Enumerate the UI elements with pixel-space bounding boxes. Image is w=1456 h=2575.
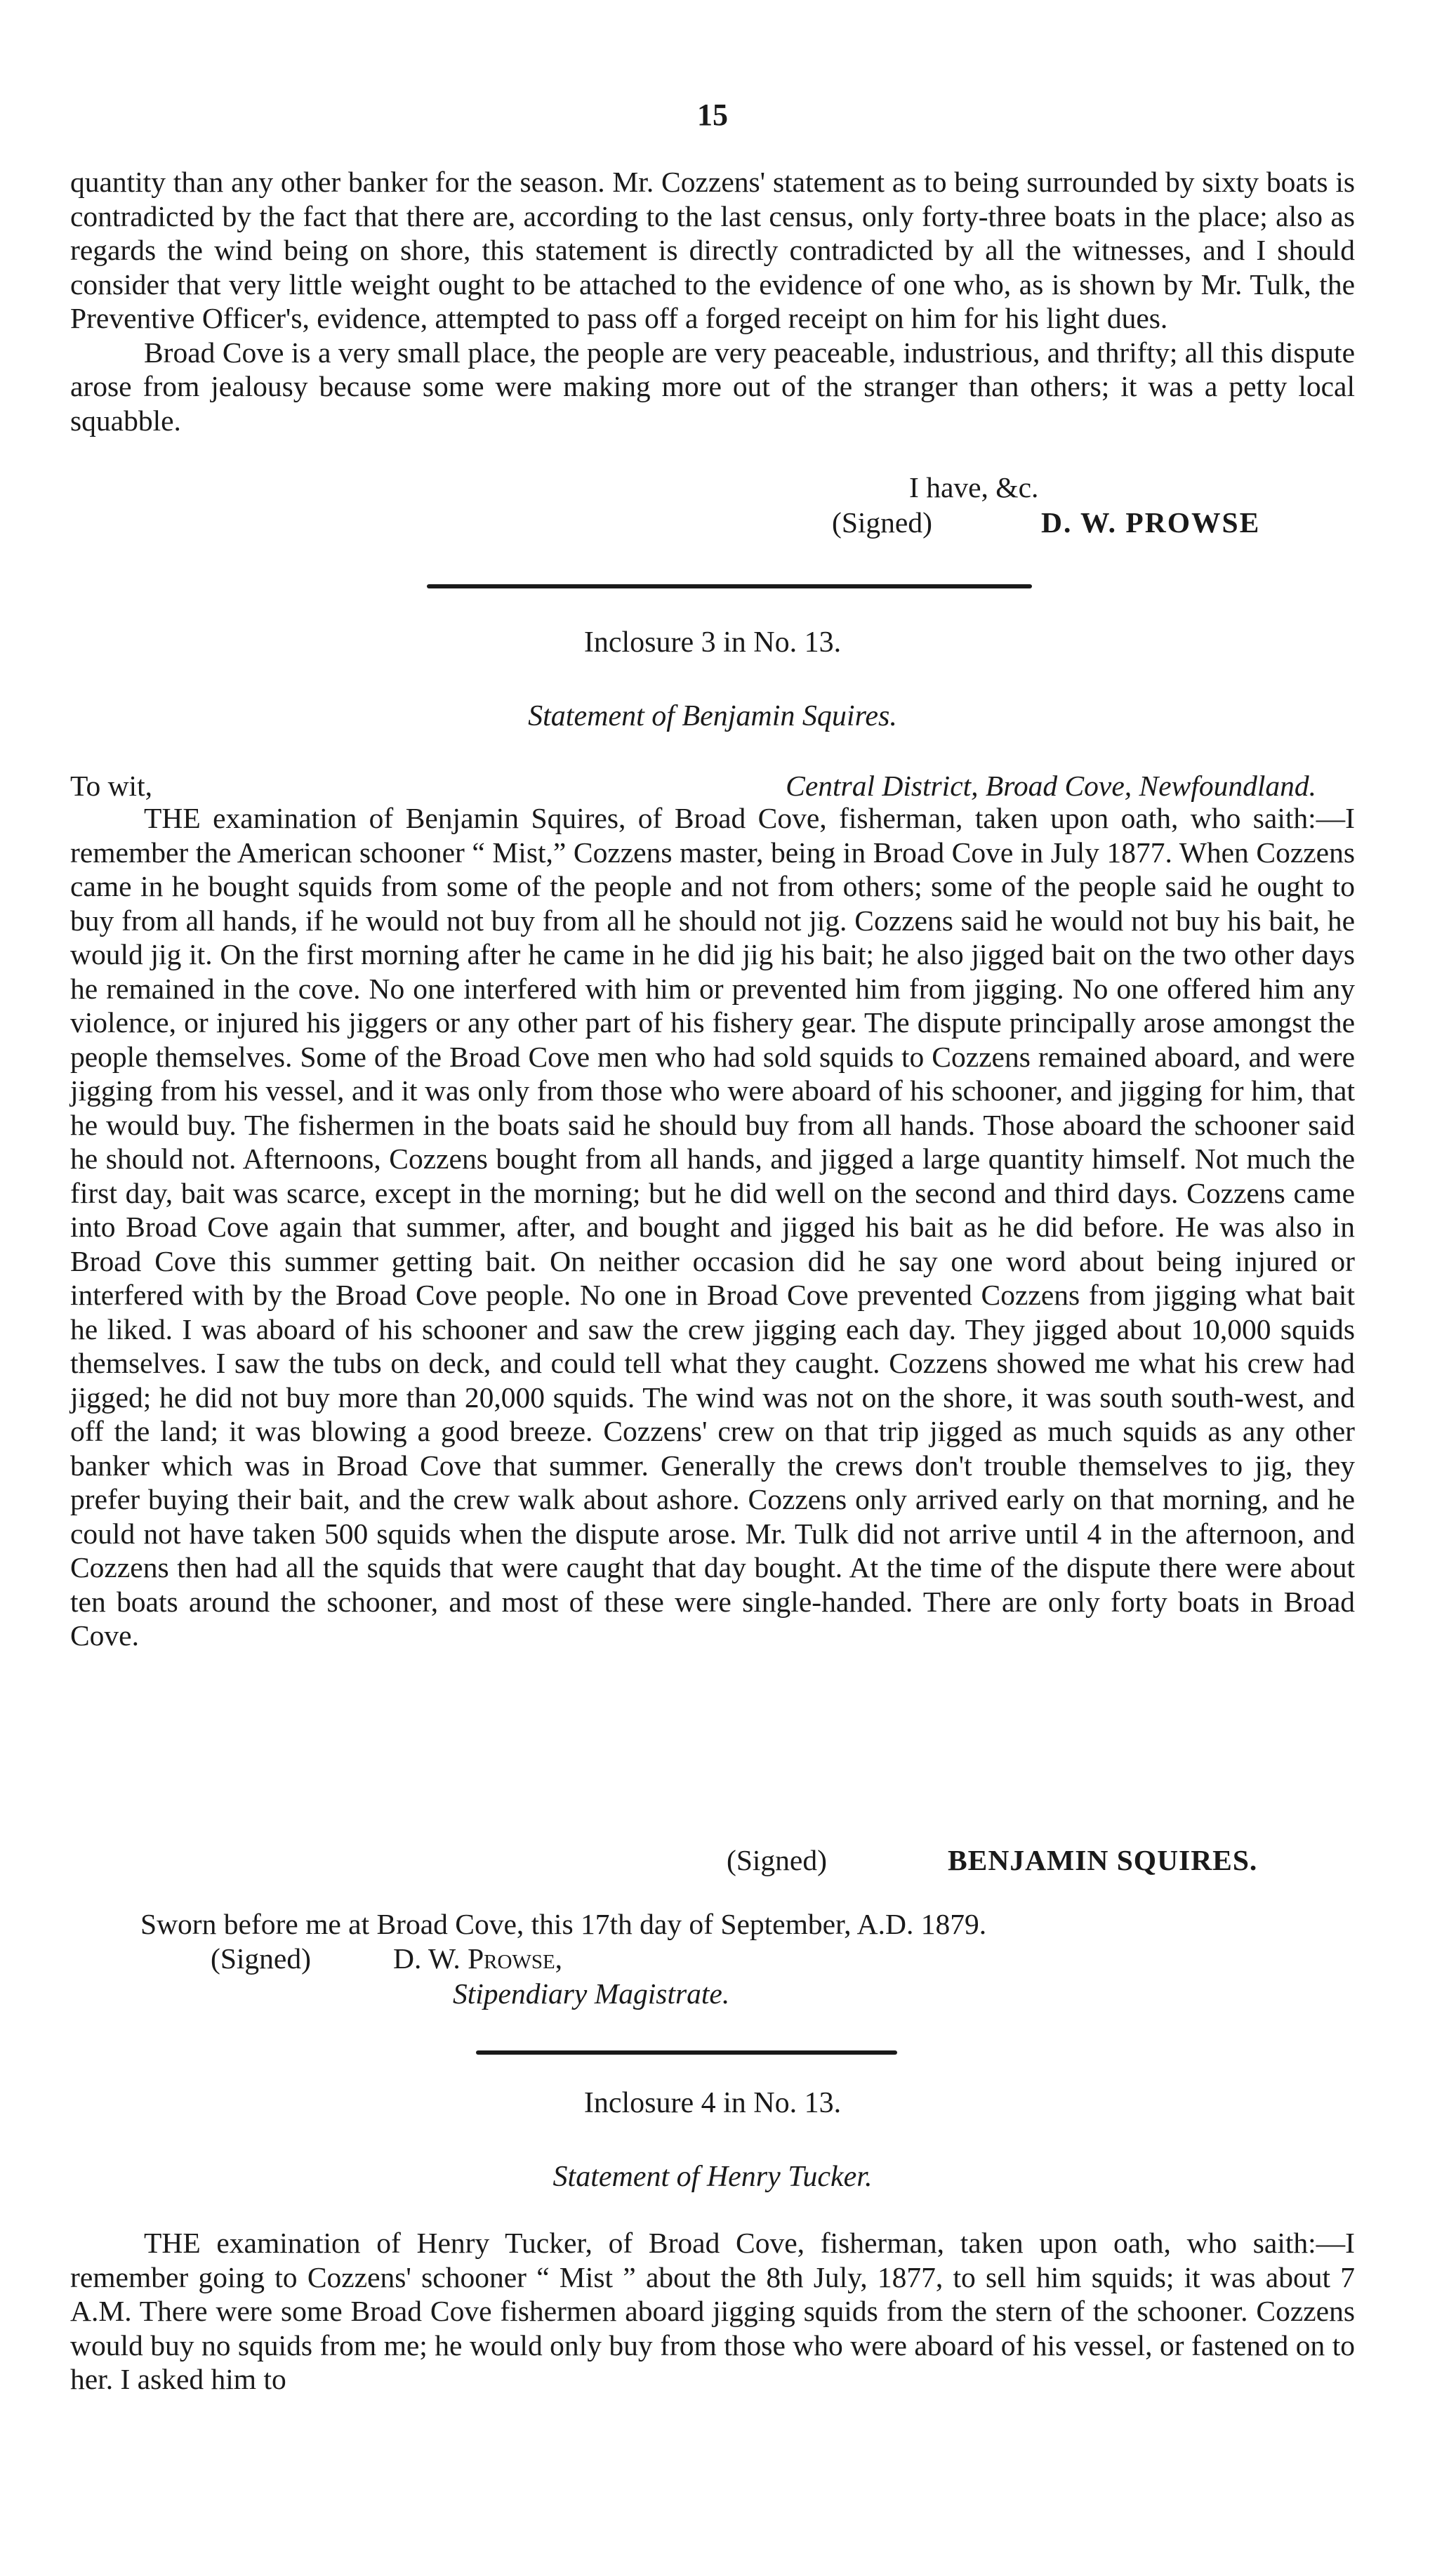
page-number: 15	[697, 98, 728, 132]
signed-label: (Signed)	[832, 506, 932, 539]
signature: D. W. PROWSE	[1041, 506, 1261, 539]
magistrate-name: D. W. Prowse,	[393, 1942, 563, 1975]
signed-label: (Signed)	[727, 1844, 827, 1876]
to-wit-label: To wit,	[70, 770, 152, 802]
signed-label: (Signed)	[211, 1942, 311, 1975]
sworn-statement: Sworn before me at Broad Cove, this 17th day of September, A.D. 1879.	[140, 1908, 987, 1940]
signature: BENJAMIN SQUIRES.	[948, 1844, 1258, 1876]
statement-body	[70, 801, 1355, 1653]
magistrate-title: Stipendiary Magistrate.	[453, 1977, 730, 2010]
paragraph: Broad Cove is a very small place, the people are very peaceable, industrious, and thrifty; all this dispute arose from jealousy because some were making more out of the stranger than others; it was a petty local squabble.	[70, 336, 1355, 437]
paragraph: THE examination of Henry Tucker, of Broad Cove, fisherman, taken upon oath, who saith:—I remember going to Cozzens' schooner “ Mist ” about the 8th July, 1877, to sell him squids; it was about 7 A.M. There were some Broad Cove fishermen aboard jigging squids from the stern of the schooner. Cozzens would buy no squids from me; he would only buy from those who were aboard of his vessel, or fastened on to her. I asked him to	[70, 2227, 1355, 2395]
statement-title: Statement of Benjamin Squires.	[528, 700, 897, 732]
district-label: Central District, Broad Cove, Newfoundland.	[786, 770, 1316, 802]
statement-body	[70, 2226, 1355, 2397]
prowse-letter-body	[70, 165, 1355, 437]
paragraph: quantity than any other banker for the season. Mr. Cozzens' statement as to being surrounded by sixty boats is contradicted by the fact that there are, according to the last census, only forty-three boats in the place; also as regards the wind being on shore, this statement is directly contradicted by all the witnesses, and I should consider that very little weight ought to be attached to the evidence of one who, as is shown by Mr. Tulk, the Preventive Officer's, evidence, attempted to pass off a forged receipt on him for his light dues.	[70, 166, 1355, 334]
statement-title: Statement of Henry Tucker.	[552, 2161, 873, 2193]
inclosure-heading: Inclosure 4 in No. 13.	[583, 2087, 842, 2119]
inclosure-heading: Inclosure 3 in No. 13.	[583, 626, 842, 659]
section-divider	[427, 584, 1032, 588]
section-divider	[476, 2050, 897, 2055]
closing-line: I have, &c.	[909, 471, 1039, 503]
paragraph: THE examination of Benjamin Squires, of Broad Cove, fisherman, taken upon oath, who saith:—I remember the American schooner “ Mist,” Cozzens master, being in Broad Cove in July 1877. When Cozzens came in he bought squids from some of the people and not from others; some of the people said he ought to buy from all hands, if he would not buy from all he should not jig. Cozzens said he would not buy his bait, he would jig it. On the first morning after he came in he did jig his bait; he also jigged bait on the two other days he remained in the cove. No one interfered with him or prevented him from jigging. No one offered him any violence, or injured his jiggers or any other part of his fishery gear. The dispute principally arose amongst the people themselves. Some of the Broad Cove men who had sold squids to Cozzens remained aboard, and were jigging from his vessel, and it was only from those who were aboard of his schooner, and jigging for him, that he would buy. The fishermen in the boats said he should buy from all hands. Those aboard the schooner said he should not. Afternoons, Cozzens bought from all hands, and jigged a large quantity himself. Not much the first day, bait was scarce, except in the morning; but he did well on the second and third days. Cozzens came into Broad Cove again that summer, after, and bought and jigged his bait as he did before. He was also in Broad Cove this summer getting bait. On neither occasion did he say one word about being injured or interfered with by the Broad Cove people. No one in Broad Cove prevented Cozzens from jigging what bait he liked. I was aboard of his schooner and saw the crew jigging each day. They jigged about 10,000 squids themselves. I saw the tubs on deck, and could tell what they caught. Cozzens showed me what his crew had jigged; he did not buy more than 20,000 squids. The wind was not on the shore, it was south south-west, and off the land; it was blowing a good breeze. Cozzens' crew on that trip jigged as much squids as any other banker which was in Broad Cove that summer. Generally the crews don't trouble themselves to jig, they prefer buying their bait, and the crew walk about ashore. Cozzens only arrived early on that morning, and he could not have taken 500 squids when the dispute arose. Mr. Tulk did not arrive until 4 in the afternoon, and Cozzens then had all the squids that were caught that day bought. At the time of the dispute there were about ten boats around the schooner, and most of these were single-handed. There are only forty boats in Broad Cove.	[70, 802, 1355, 1652]
